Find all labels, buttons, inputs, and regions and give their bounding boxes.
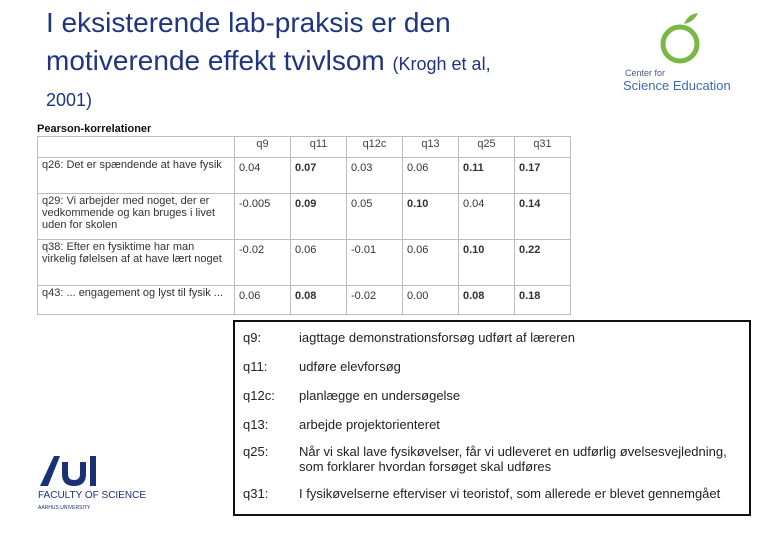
table-row (38, 240, 571, 286)
cell-value: -0.01 (347, 240, 403, 286)
cell-value: -0.02 (235, 240, 291, 286)
col-header: q31 (515, 137, 571, 158)
cell-value: 0.08 (291, 286, 347, 315)
table-row (38, 286, 571, 315)
row-label: q29: Vi arbejder med noget, der er vedkommende og kan bruges i livet uden for skolen (38, 194, 235, 240)
col-header: q13 (403, 137, 459, 158)
au-logo (30, 452, 170, 522)
cell-value: 0.22 (515, 240, 571, 286)
cell-value: 0.06 (291, 240, 347, 286)
legend-code: q25: (243, 444, 269, 459)
cell-value: 0.06 (403, 158, 459, 194)
cell-value: 0.09 (291, 194, 347, 240)
cell-value: 0.04 (235, 158, 291, 194)
legend-text: Når vi skal lave fysikøvelser, får vi udleveret en udførlig øvelsesvejledning, som forklarer hvordan forsøget skal udføres (299, 444, 727, 474)
legend-text: I fysikøvelserne efterviser vi teoristof, som allerede er blevet gennemgået (299, 486, 721, 501)
table-row (38, 158, 571, 194)
cell-value: 0.06 (403, 240, 459, 286)
legend-code: q31: (243, 486, 269, 501)
cell-value: 0.18 (515, 286, 571, 315)
legend-text: iagttage demonstrationsforsøg udført af læreren (299, 330, 576, 345)
cell-value: 0.03 (347, 158, 403, 194)
title-year: 2001) (46, 90, 93, 110)
cell-value: 0.07 (291, 158, 347, 194)
au-university-text: AARHUS UNIVERSITY (38, 505, 91, 511)
cell-value: 0.11 (459, 158, 515, 194)
cell-value: -0.02 (347, 286, 403, 315)
row-label: q38: Efter en fysiktime har man virkelig følelsen af at have lært noget (38, 240, 235, 286)
title-main: I eksisterende lab-praksis er den motiverende effekt tvivlsom (46, 7, 451, 76)
cell-value: 0.17 (515, 158, 571, 194)
cell-value: 0.14 (515, 194, 571, 240)
legend-text: arbejde projektorienteret (299, 417, 440, 432)
cell-value: 0.10 (459, 240, 515, 286)
header-empty (38, 137, 235, 158)
cell-value: 0.00 (403, 286, 459, 315)
legend-code: q11: (243, 359, 268, 374)
cell-value: 0.08 (459, 286, 515, 315)
table-header-row (38, 137, 571, 158)
cse-logo-small-text: Center for (625, 68, 666, 78)
apple-logo-icon (658, 10, 708, 68)
legend-text: planlægge en undersøgelse (299, 388, 461, 403)
table-title: Pearson-korrelationer (37, 123, 152, 135)
cell-value: 0.05 (347, 194, 403, 240)
title-citation: (Krogh et al, (392, 54, 491, 74)
row-label: q26: Det er spændende at have fysik (38, 158, 235, 194)
cell-value: -0.005 (235, 194, 291, 240)
legend-code: q12c: (243, 388, 275, 403)
cse-logo (620, 10, 770, 100)
legend-code: q13: (243, 417, 269, 432)
col-header: q11 (291, 137, 347, 158)
cell-value: 0.06 (235, 286, 291, 315)
cell-value: 0.10 (403, 194, 459, 240)
slide-title (46, 4, 606, 117)
row-label: q43: ... engagement og lyst til fysik ... (38, 286, 235, 315)
au-faculty-text: FACULTY OF SCIENCE (38, 490, 146, 501)
col-header: q25 (459, 137, 515, 158)
col-header: q9 (235, 137, 291, 158)
correlation-table (37, 136, 571, 315)
legend-code: q9: (243, 330, 262, 345)
question-legend (233, 320, 751, 516)
col-header: q12c (347, 137, 403, 158)
cell-value: 0.04 (459, 194, 515, 240)
legend-text: udføre elevforsøg (299, 359, 401, 374)
au-seal-icon (36, 452, 106, 488)
cse-logo-big-text: Science Education (623, 78, 731, 93)
table-row (38, 194, 571, 240)
